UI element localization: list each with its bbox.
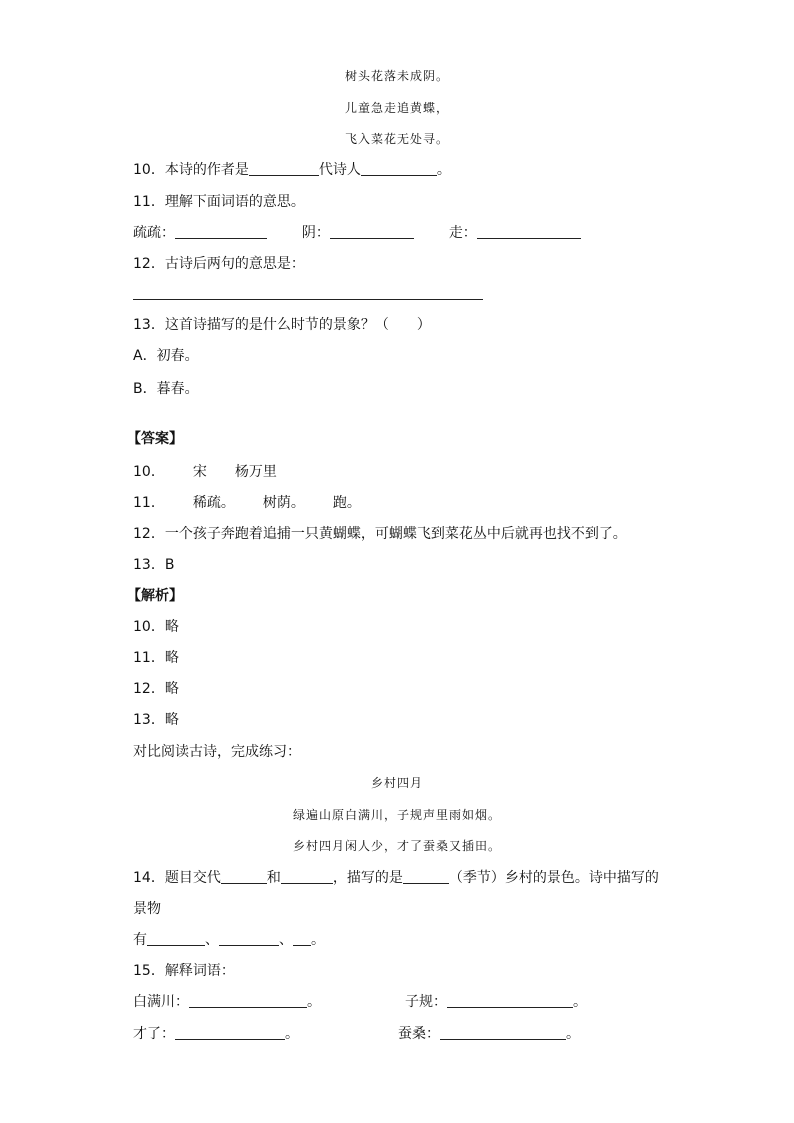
poem2-title: 乡村四月 bbox=[370, 776, 423, 790]
analysis-11: 11．略 bbox=[133, 650, 179, 666]
answer-11: 11． 稀疏。 树荫。 跑。 bbox=[133, 495, 361, 511]
analysis-13: 13．略 bbox=[133, 712, 179, 728]
answer-blank[interactable] bbox=[221, 869, 267, 884]
answer-blank[interactable] bbox=[361, 161, 437, 176]
answer-blank[interactable] bbox=[189, 993, 307, 1008]
poem2-line-1: 绿遍山原白满川，子规声里雨如烟。 bbox=[292, 808, 501, 822]
answer-blank[interactable] bbox=[219, 931, 279, 946]
answer-blank[interactable] bbox=[175, 1025, 285, 1040]
question-14-line-2: 景物 bbox=[133, 901, 161, 917]
answer-blank[interactable] bbox=[447, 993, 573, 1008]
answer-blank[interactable] bbox=[249, 161, 319, 176]
analysis-header: 【解析】 bbox=[127, 588, 183, 604]
answer-line[interactable] bbox=[133, 299, 483, 300]
answer-12: 12．一个孩子奔跑着追捕一只黄蝴蝶，可蝴蝶飞到菜花丛中后就再也找不到了。 bbox=[133, 526, 627, 542]
poem2-line-2: 乡村四月闲人少，才了蚕桑又插田。 bbox=[292, 839, 501, 853]
poem1-line-2: 儿童急走追黄蝶， bbox=[344, 101, 449, 115]
answer-blank[interactable] bbox=[147, 931, 205, 946]
analysis-10: 10．略 bbox=[133, 619, 179, 635]
question-15-term-4: 蚕桑： 。 bbox=[398, 1026, 580, 1042]
question-12: 12．古诗后两句的意思是： bbox=[133, 256, 305, 272]
option-b: B．暮春。 bbox=[133, 381, 199, 397]
question-11: 11．理解下面词语的意思。 bbox=[133, 194, 305, 210]
answer-blank[interactable] bbox=[281, 869, 333, 884]
option-a: A．初春。 bbox=[133, 348, 199, 364]
question-11-terms: 疏疏： 阴： 走： bbox=[133, 224, 581, 242]
question-15-term-3: 才了： 。 bbox=[133, 1026, 299, 1042]
analysis-12: 12．略 bbox=[133, 681, 179, 697]
answer-blank[interactable] bbox=[330, 224, 414, 239]
question-15: 15．解释词语： bbox=[133, 963, 235, 979]
answer-blank[interactable] bbox=[293, 931, 311, 946]
answer-header: 【答案】 bbox=[127, 431, 183, 447]
answer-blank[interactable] bbox=[175, 224, 267, 239]
answer-blank[interactable] bbox=[403, 869, 449, 884]
question-13: 13．这首诗描写的是什么时节的景象？（ ） bbox=[133, 317, 431, 333]
answer-blank[interactable] bbox=[440, 1025, 566, 1040]
question-15-term-2: 子规： 。 bbox=[405, 994, 587, 1010]
question-14-line-3: 有 、 、 。 bbox=[133, 932, 325, 948]
question-14: 14．题目交代 和 ，描写的是 （季节）乡村的景色。诗中描写的 bbox=[133, 870, 659, 886]
poem1-line-1: 树头花落未成阴。 bbox=[344, 69, 449, 83]
answer-10: 10． 宋 杨万里 bbox=[133, 464, 277, 480]
poem2-intro: 对比阅读古诗，完成练习： bbox=[133, 744, 301, 760]
question-10: 10．本诗的作者是 代诗人 。 bbox=[133, 162, 451, 178]
answer-blank[interactable] bbox=[477, 224, 581, 239]
poem1-line-3: 飞入菜花无处寻。 bbox=[344, 132, 449, 146]
question-15-term-1: 白满川： 。 bbox=[133, 994, 321, 1010]
answer-13: 13．B bbox=[133, 557, 175, 573]
